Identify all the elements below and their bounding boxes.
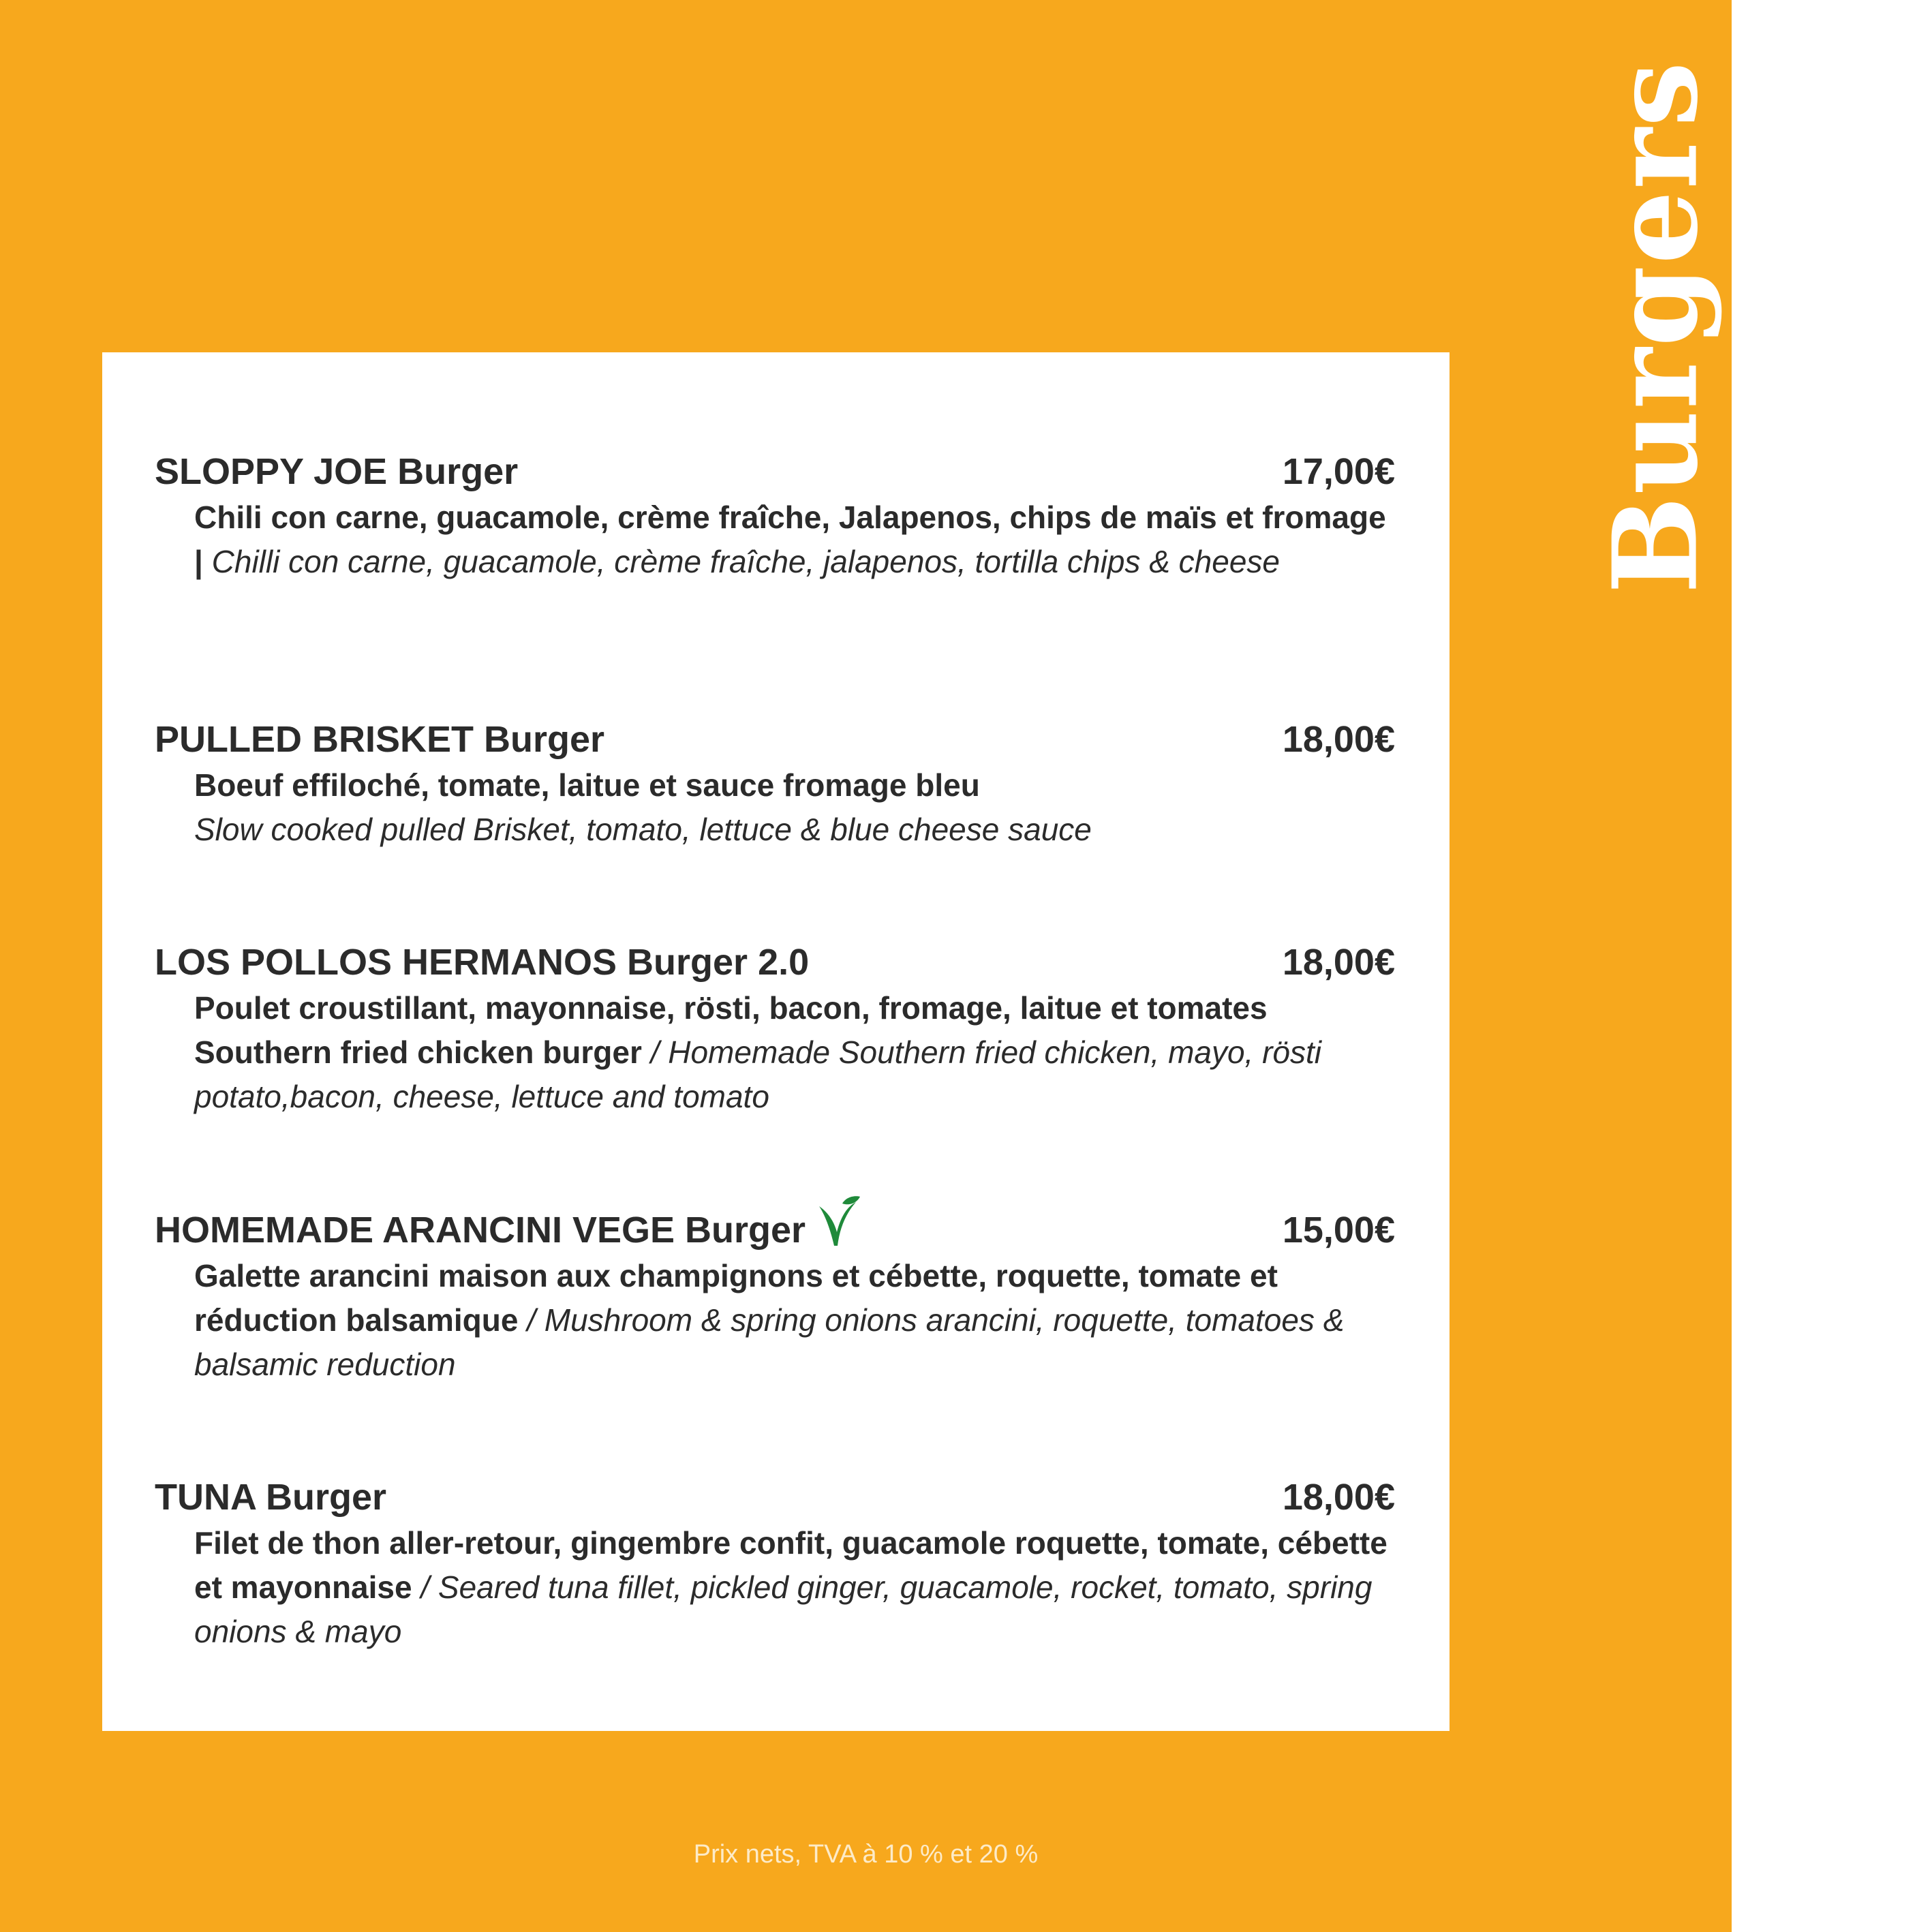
menu-item-description [194, 495, 1394, 584]
menu-item-description [194, 986, 1394, 1119]
vegetarian-leaf-icon [815, 1194, 863, 1248]
menu-item-description [194, 763, 1394, 852]
description-english: Mushroom & spring onions arancini, roquette, tomatoes & balsamic reduction [194, 1302, 1345, 1382]
menu-item-name: SLOPPY JOE Burger [155, 451, 519, 492]
menu-item-arancini-vege [155, 1206, 1395, 1387]
menu-item-description [194, 1254, 1394, 1387]
description-english: Chilli con carne, guacamole, crème fraîche, jalapenos, tortilla chips & cheese [211, 544, 1281, 579]
menu-item-name-text: HOMEMADE ARANCINI VEGE Burger [155, 1210, 806, 1251]
menu-item-header [155, 1473, 1395, 1521]
description-english: Homemade Southern fried chicken, mayo, rösti potato,bacon, cheese, lettuce and tomato [194, 1034, 1322, 1114]
menu-item-price: 18,00€ [1282, 942, 1395, 983]
menu-item-price: 18,00€ [1282, 719, 1395, 760]
description-separator: | [194, 544, 212, 579]
menu-item-price: 15,00€ [1282, 1210, 1395, 1251]
menu-item-pulled-brisket [155, 716, 1395, 852]
footer-tax-note: Prix nets, TVA à 10 % et 20 % [693, 1840, 1039, 1869]
description-french-line1: Poulet croustillant, mayonnaise, rösti, bacon, fromage, laitue et tomates [194, 990, 1268, 1026]
section-title: Burgers [1588, 60, 1724, 594]
description-separator: / [641, 1034, 669, 1070]
menu-item-header [155, 938, 1395, 986]
menu-item-name: TUNA Burger [155, 1477, 387, 1518]
menu-item-header [155, 1206, 1395, 1254]
menu-item-header [155, 716, 1395, 763]
description-french: Filet de thon aller-retour, gingembre confit, guacamole roquette, tomate, cébette et mayonnaise [194, 1525, 1387, 1605]
menu-card [102, 352, 1450, 1731]
menu-item-name: LOS POLLOS HERMANOS Burger 2.0 [155, 942, 810, 983]
section-title-vertical [1588, 60, 1724, 594]
menu-item-name [155, 1206, 863, 1254]
description-french: Boeuf effiloché, tomate, laitue et sauce fromage bleu [194, 767, 980, 803]
description-english: Seared tuna fillet, pickled ginger, guacamole, rocket, tomato, spring onions & mayo [194, 1569, 1373, 1649]
menu-item-sloppy-joe [155, 448, 1395, 584]
menu-item-tuna [155, 1473, 1395, 1654]
menu-item-price: 17,00€ [1282, 451, 1395, 492]
menu-item-los-pollos-hermanos [155, 938, 1395, 1119]
description-french: Southern fried chicken burger [194, 1034, 642, 1070]
menu-item-description [194, 1521, 1394, 1654]
description-separator: / [412, 1569, 438, 1605]
description-english: Slow cooked pulled Brisket, tomato, lettuce & blue cheese sauce [194, 812, 1092, 847]
menu-item-name: PULLED BRISKET Burger [155, 719, 605, 760]
menu-item-header [155, 448, 1395, 495]
description-separator: / [518, 1302, 545, 1338]
menu-item-price: 18,00€ [1282, 1477, 1395, 1518]
description-french: Galette arancini maison aux champignons et cébette, roquette, tomate et réduction balsamique [194, 1258, 1278, 1338]
description-french: Chili con carne, guacamole, crème fraîche, Jalapenos, chips de maïs et fromage [194, 500, 1386, 535]
